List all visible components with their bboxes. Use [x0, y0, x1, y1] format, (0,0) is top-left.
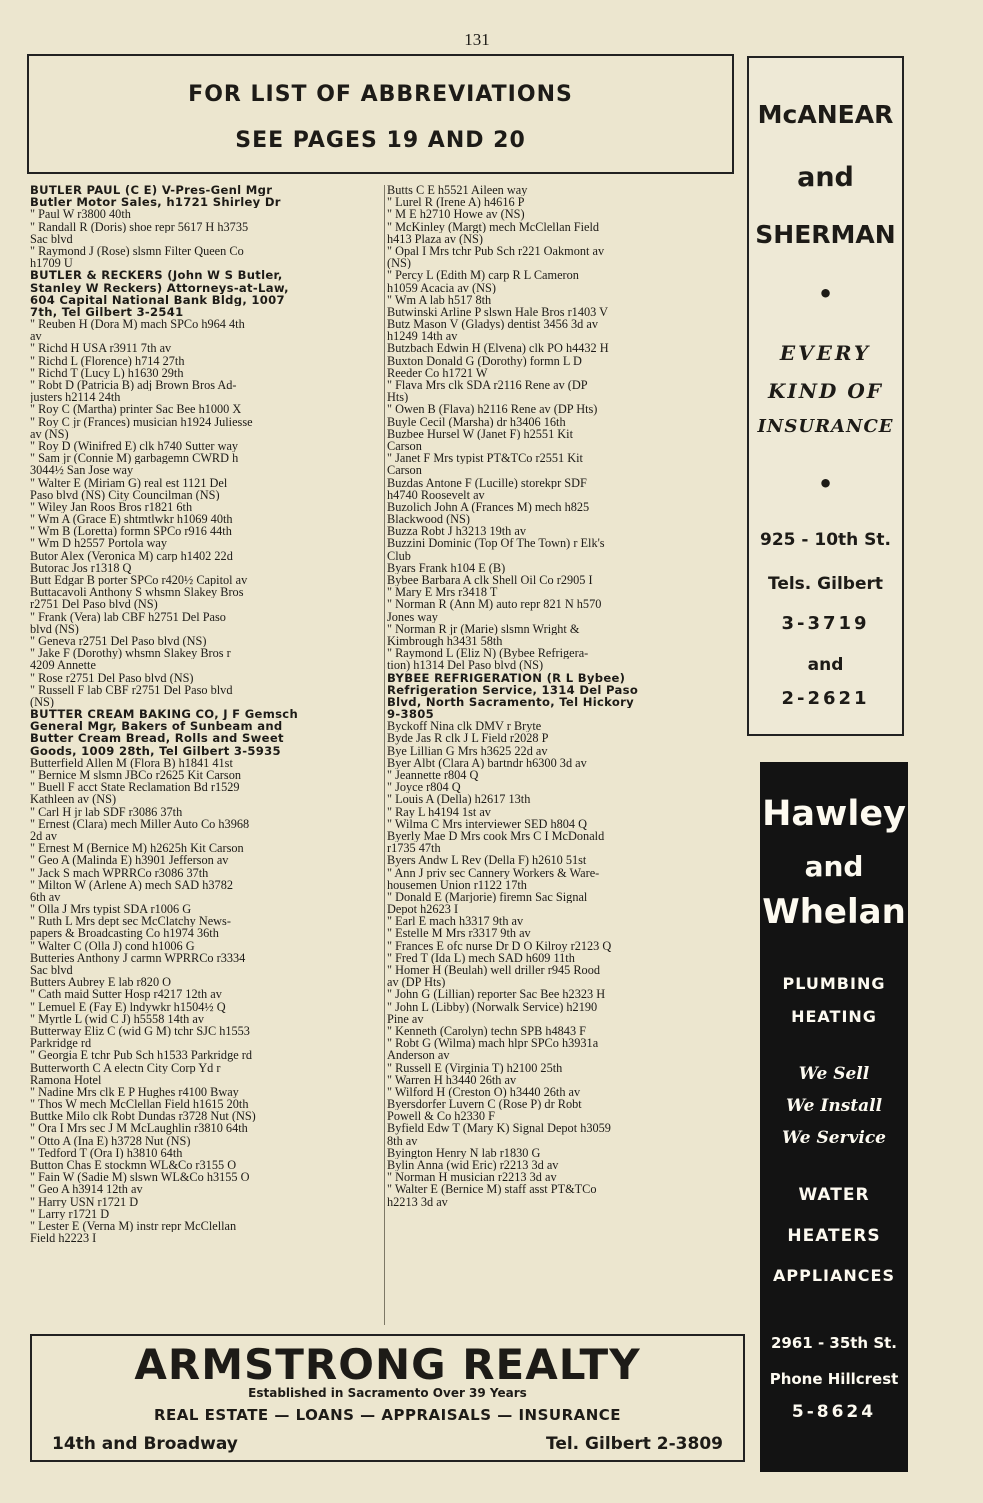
ad-phone-2: 2-2621	[781, 688, 870, 709]
directory-entry-line: " Richd H USA r3911 7th av	[30, 342, 172, 355]
directory-entry-line: Byington Henry N lab r1830 G	[387, 1146, 541, 1159]
bullet-icon: •	[817, 280, 834, 308]
directory-entry-line: Parkridge rd	[30, 1037, 92, 1050]
directory-entry-line: " Richd T (Lucy L) h1630 29th	[30, 366, 184, 379]
directory-entry-line: " Donald E (Marjorie) firemn Sac Signal	[387, 890, 588, 904]
directory-entry-line: 6th av	[30, 890, 61, 904]
ad-plumbing: PLUMBING	[782, 974, 886, 993]
directory-entry-line: Blvd, North Sacramento, Tel Hickory	[387, 695, 634, 709]
bullet-icon: •	[817, 470, 834, 498]
directory-entry-line: Carson	[387, 464, 422, 477]
directory-entry-line: (NS)	[387, 257, 411, 270]
ad-address: 14th and Broadway	[52, 1434, 238, 1454]
directory-entry-line: " Wiley Jan Roos Bros r1821 6th	[30, 500, 193, 514]
directory-entry-line: h2213 3d av	[387, 1195, 448, 1208]
directory-entry-line: " Thos W mech McClellan Field h1615 20th	[30, 1098, 249, 1111]
directory-entry-line: Carson	[387, 439, 422, 453]
directory-entry-line: BYBEE REFRIGERATION (R L Bybee)	[387, 671, 626, 684]
directory-entry-line: Buxton Donald G (Dorothy) formn L D	[387, 354, 582, 367]
directory-entry-line: " Buell F acct State Reclamation Bd r1529	[30, 781, 240, 794]
directory-entry-line: blvd (NS)	[30, 622, 79, 635]
directory-entry-line: 4209 Annette	[30, 659, 96, 672]
directory-entry-line: Field h2223 I	[30, 1232, 97, 1245]
directory-entry-line: Buzza Robt J h3213 19th av	[387, 525, 527, 538]
directory-entry-line: Refrigeration Service, 1314 Del Paso	[387, 683, 639, 696]
ad-name-whelan: Whelan	[762, 892, 906, 932]
directory-entry-line: Buyle Cecil (Marsha) dr h3406 16th	[387, 415, 566, 428]
ad-heaters: HEATERS	[787, 1226, 881, 1246]
directory-entry-line: " Earl E mach h3317 9th av	[387, 915, 524, 928]
directory-entry-line: Depot h2623 I	[387, 903, 459, 916]
directory-entry-line: " Lester E (Verna M) instr repr McClellan	[30, 1219, 237, 1233]
directory-entry-line: Reeder Co h1721 W	[387, 366, 488, 379]
directory-entry-line: Butwinski Arline P slswn Hale Bros r1403 V	[387, 305, 609, 319]
directory-entry-line: Butzbach Edwin H (Elvena) clk PO h4432 H	[387, 342, 609, 355]
directory-entry-line: h1709 U	[30, 257, 73, 270]
ad-we-service: We Service	[782, 1128, 886, 1148]
directory-entry-line: " Jeannette r804 Q	[387, 769, 479, 782]
directory-entry-line: " Warren H h3440 26th av	[387, 1073, 517, 1086]
directory-entry-line: " Otto A (Ina E) h3728 Nut (NS)	[30, 1134, 191, 1147]
directory-entry-line: Blackwood (NS)	[387, 513, 470, 526]
directory-entry-line: av (DP Hts)	[387, 976, 446, 989]
directory-entry-line: Stanley W Reckers) Attorneys-at-Law,	[30, 281, 289, 294]
directory-entry-line: Goods, 1009 28th, Tel Gilbert 3-5935	[30, 744, 281, 757]
directory-entry-line: BUTLER PAUL (C E) V-Pres-Genl Mgr	[30, 184, 273, 197]
directory-entry-line: " Walter C (Olla J) cond h1006 G	[30, 939, 195, 952]
directory-entry-line: Kimbrough h3431 58th	[387, 634, 503, 648]
ad-we-install: We Install	[785, 1096, 883, 1116]
directory-entry-line: " Norman H musician r2213 3d av	[387, 1171, 557, 1184]
directory-entry-line: " Russell E (Virginia T) h2100 25th	[387, 1061, 563, 1074]
directory-entry-line: 7th, Tel Gilbert 3-2541	[30, 305, 184, 319]
directory-entry-line: " Randall R (Doris) shoe repr 5617 H h3735	[30, 220, 249, 233]
directory-entry-line: Buttacavoli Anthony S whsmn Slakey Bros	[30, 586, 244, 599]
abbreviations-line2: SEE PAGES 19 AND 20	[235, 128, 526, 153]
directory-entry-line: Powell & Co h2330 F	[387, 1110, 495, 1123]
directory-entry-line: " Sam jr (Connie M) garbagemn CWRD h	[30, 452, 239, 465]
directory-entry-line: " Rose r2751 Del Paso blvd (NS)	[30, 671, 194, 684]
directory-entry-line: " Tedford T (Ora I) h3810 64th	[30, 1146, 183, 1159]
directory-entry-line: " Frank (Vera) lab CBF h2751 Del Paso	[30, 610, 226, 623]
ad-name-armstrong: ARMSTRONG REALTY	[134, 1340, 641, 1389]
directory-entry-line: " McKinley (Margt) mech McClellan Field	[387, 220, 600, 233]
directory-column-left	[30, 184, 382, 1244]
directory-entry-line: " Harry USN r1721 D	[30, 1195, 139, 1208]
directory-entry-line: " Ruth L Mrs dept sec McClatchy News-	[30, 915, 231, 928]
directory-entry-line: " Russell F lab CBF r2751 Del Paso blvd	[30, 683, 233, 696]
armstrong-realty-ad	[30, 1334, 745, 1462]
directory-entry-line: Buzdas Antone F (Lucille) storekpr SDF	[387, 476, 587, 489]
ad-appliances: APPLIANCES	[773, 1266, 895, 1285]
directory-entry-line: " Raymond J (Rose) slsmn Filter Queen Co	[30, 244, 244, 258]
ad-and: and	[804, 850, 864, 883]
directory-entry-line: " Lurel R (Irene A) h4616 P	[387, 196, 525, 209]
ad-services: REAL ESTATE — LOANS — APPRAISALS — INSURANCE	[153, 1406, 622, 1424]
directory-entry-line: General Mgr, Bakers of Sunbeam and	[30, 720, 283, 733]
directory-entry-line: Byde Jas R clk J L Field r2028 P	[387, 732, 549, 745]
directory-entry-line: housemen Union r1122 17th	[387, 878, 527, 891]
directory-entry-line: r2751 Del Paso blvd (NS)	[30, 598, 158, 611]
directory-entry-line: " John G (Lillian) reporter Sac Bee h2323 H	[387, 988, 606, 1001]
directory-entry-line: " Raymond L (Eliz N) (Bybee Refrigera-	[387, 647, 589, 660]
directory-entry-line: " Percy L (Edith M) carp R L Cameron	[387, 269, 579, 282]
directory-entry-line: Byerly Mae D Mrs cook Mrs C I McDonald	[387, 829, 605, 843]
directory-entry-line: h1059 Acacia av (NS)	[387, 281, 496, 294]
directory-entry-line: " Bernice M slsmn JBCo r2625 Kit Carson	[30, 769, 241, 782]
directory-entry-line: Butterway Eliz C (wid G M) tchr SJC h1553	[30, 1024, 250, 1038]
directory-entry-line: Butters Aubrey E lab r820 O	[30, 976, 172, 989]
directory-entry-line: " Geo A h3914 12th av	[30, 1183, 143, 1196]
directory-entry-line: " Opal I Mrs tchr Pub Sch r221 Oakmont av	[387, 244, 605, 258]
ad-phone-1: 3-3719	[781, 613, 870, 634]
directory-entry-line: " Geneva r2751 Del Paso blvd (NS)	[30, 634, 207, 648]
directory-entry-line: " Richd L (Florence) h714 27th	[30, 354, 185, 367]
directory-entry-line: 3044½ San Jose way	[30, 464, 134, 477]
directory-entry-line: av (NS)	[30, 427, 69, 440]
ad-established: Established in Sacramento Over 39 Years	[248, 1386, 527, 1400]
directory-entry-line: r1735 47th	[387, 842, 441, 855]
ad-heating: HEATING	[791, 1007, 877, 1026]
directory-entry-line: " Roy D (Winifred E) clk h740 Sutter way	[30, 439, 239, 453]
directory-entry-line: " Norman R jr (Marie) slsmn Wright &	[387, 622, 580, 635]
directory-entry-line: " Ann J priv sec Cannery Workers & Ware-	[387, 866, 600, 879]
directory-entry-line: tion) h1314 Del Paso blvd (NS)	[387, 659, 544, 672]
directory-entry-line: " Wm B (Loretta) formn SPCo r916 44th	[30, 525, 232, 538]
directory-entry-line: " Frances E ofc nurse Dr D O Kilroy r2123 Q	[387, 939, 612, 952]
directory-entry-line: Byckoff Nina clk DMV r Bryte	[387, 720, 542, 733]
directory-entry-line: papers & Broadcasting Co h1974 36th	[30, 927, 219, 940]
directory-entry-line: " Olla J Mrs typist SDA r1006 G	[30, 903, 192, 916]
directory-entry-line: " M E h2710 Howe av (NS)	[387, 208, 525, 221]
directory-entry-line: " Robt D (Patricia B) adj Brown Bros Ad-	[30, 379, 237, 392]
directory-entry-line: Byars Frank h104 E (B)	[387, 561, 506, 574]
directory-entry-line: Buzbee Hursel W (Janet F) h2551 Kit	[387, 427, 574, 440]
directory-entry-line: 9-3805	[387, 708, 434, 721]
directory-entry-line: Butt Edgar B porter SPCo r420½ Capitol av	[30, 574, 248, 587]
directory-entry-line: Hts)	[387, 391, 409, 404]
ad-address: 925 - 10th St.	[759, 530, 891, 550]
directory-entry-line: Butor Alex (Veronica M) carp h1402 22d	[30, 549, 233, 562]
abbreviations-notice	[27, 54, 734, 174]
directory-entry-line: h4740 Roosevelt av	[387, 488, 485, 501]
directory-entry-line: Butts C E h5521 Aileen way	[387, 184, 528, 197]
directory-entry-line: 8th av	[387, 1134, 418, 1147]
directory-entry-line: Sac blvd	[30, 964, 73, 977]
directory-entry-line: Butteries Anthony J carmn WPRRCo r3334	[30, 951, 246, 964]
directory-entry-line: Butterworth C A electn City Corp Yd r	[30, 1061, 221, 1074]
directory-entry-line: Jones way	[387, 610, 438, 623]
directory-entry-line: " Ora I Mrs sec J M McLaughlin r3810 64th	[30, 1122, 248, 1135]
mcanear-sherman-ad	[747, 56, 904, 736]
directory-entry-line: " Robt G (Wilma) mach hlpr SPCo h3931a	[387, 1037, 599, 1050]
directory-entry-line: " Milton W (Arlene A) mech SAD h3782	[30, 878, 234, 891]
directory-entry-line: " Walter E (Miriam G) real est 1121 Del	[30, 476, 228, 489]
directory-entry-line: Byers Andw L Rev (Della F) h2610 51st	[387, 854, 587, 867]
ad-phone-label: Phone Hillcrest	[769, 1370, 899, 1388]
ad-and: and	[797, 162, 854, 193]
directory-entry-line: Butter Cream Bread, Rolls and Sweet	[30, 732, 284, 745]
directory-entry-line: Butterfield Allen M (Flora B) h1841 41st	[30, 756, 233, 769]
directory-entry-line: " Homer H (Beulah) well driller r945 Rood	[387, 964, 600, 977]
ad-every: EVERY	[779, 341, 872, 365]
directory-entry-line: " Estelle M Mrs r3317 9th av	[387, 927, 531, 940]
directory-entry-line: " Myrtle L (wid C J) h5558 14th av	[30, 1012, 204, 1025]
abbreviations-line1: FOR LIST OF ABBREVIATIONS	[188, 82, 573, 107]
directory-entry-line: Button Chas E stockmn WL&Co r3155 O	[30, 1159, 237, 1172]
directory-column-right	[387, 184, 747, 1208]
directory-entry-line: " Lemuel E (Fay E) lndywkr h1504½ Q	[30, 1000, 226, 1013]
ad-tel: Tel. Gilbert 2-3809	[545, 1434, 723, 1454]
directory-entry-line: " Carl H jr lab SDF r3086 37th	[30, 805, 183, 818]
directory-entry-line: " Fred T (Ida L) mech SAD h609 11th	[387, 951, 575, 964]
directory-entry-line: " John L (Libby) (Norwalk Service) h2190	[387, 1000, 598, 1013]
directory-entry-line: BUTTER CREAM BAKING CO, J F Gemsch	[30, 708, 299, 721]
directory-entry-line: Sac blvd	[30, 232, 73, 245]
directory-entry-line: " Wm A lab h517 8th	[387, 293, 492, 306]
directory-entry-line: " Cath maid Sutter Hosp r4217 12th av	[30, 988, 222, 1001]
directory-entry-line: " Roy C jr (Frances) musician h1924 Juliesse	[30, 415, 253, 428]
directory-entry-line: " Mary E Mrs r3418 T	[387, 586, 498, 599]
directory-entry-line: Ramona Hotel	[30, 1073, 102, 1086]
ad-name-mcanear: McANEAR	[757, 100, 894, 129]
directory-entry-line: " Joyce r804 Q	[387, 781, 461, 794]
directory-entry-line: " Owen B (Flava) h2116 Rene av (DP Hts)	[387, 403, 598, 416]
ad-address: 2961 - 35th St.	[770, 1334, 898, 1352]
page-number: 131	[464, 30, 490, 49]
directory-entry-line: Bybee Barbara A clk Shell Oil Co r2905 I	[387, 574, 593, 587]
directory-entry-line: 604 Capital National Bank Bldg, 1007	[30, 293, 285, 306]
ad-insurance: INSURANCE	[757, 416, 894, 437]
directory-entry-line: Bye Lillian G Mrs h3625 22d av	[387, 744, 548, 757]
directory-entry-line: " Wm D h2557 Portola way	[30, 537, 167, 550]
directory-entry-line: " Louis A (Della) h2617 13th	[387, 793, 531, 806]
directory-entry-line: " Fain W (Sadie M) slswn WL&Co h3155 O	[30, 1171, 250, 1184]
directory-entry-line: (NS)	[30, 695, 54, 709]
directory-entry-line: Paso blvd (NS) City Councilman (NS)	[30, 488, 220, 501]
directory-entry-line: " Wm A (Grace E) shtmtlwkr h1069 40th	[30, 513, 233, 526]
directory-entry-line: Anderson av	[387, 1049, 450, 1062]
directory-entry-line: 2d av	[30, 829, 57, 843]
ad-water: WATER	[798, 1185, 870, 1205]
directory-entry-line: " Wilford H (Creston O) h3440 26th av	[387, 1085, 581, 1099]
directory-entry-line: Kathleen av (NS)	[30, 793, 117, 806]
column-divider	[384, 185, 385, 1325]
directory-entry-line: Butz Mason V (Gladys) dentist 3456 3d av	[387, 318, 598, 331]
directory-entry-line: Buzolich John A (Frances M) mech h825	[387, 500, 590, 514]
directory-entry-line: " Jack S mach WPRRCo r3086 37th	[30, 866, 209, 879]
directory-entry-line: Butorac Jos r1318 Q	[30, 561, 132, 574]
hawley-whelan-ad	[760, 762, 908, 1472]
ad-we-sell: We Sell	[798, 1064, 870, 1084]
directory-entry-line: " Wilma C Mrs interviewer SED h804 Q	[387, 817, 587, 830]
directory-entry-line: Byersdorfer Luvern C (Rose P) dr Robt	[387, 1098, 582, 1111]
directory-entry-line: " Janet F Mrs typist PT&TCo r2551 Kit	[387, 452, 583, 465]
directory-entry-line: Buttke Milo clk Robt Dundas r3728 Nut (NS)	[30, 1110, 256, 1123]
directory-entry-line: " Geo A (Malinda E) h3901 Jefferson av	[30, 854, 229, 867]
directory-entry-line: " Roy C (Martha) printer Sac Bee h1000 X	[30, 403, 242, 416]
directory-entry-line: av	[30, 330, 42, 343]
directory-entry-line: Byfield Edw T (Mary K) Signal Depot h3059	[387, 1122, 611, 1135]
directory-entry-line: " Jake F (Dorothy) whsmn Slakey Bros r	[30, 647, 231, 660]
directory-entry-line: h413 Plaza av (NS)	[387, 232, 483, 245]
ad-name-hawley: Hawley	[762, 794, 906, 834]
directory-entry-line: " Ernest (Clara) mech Miller Auto Co h3968	[30, 817, 250, 830]
directory-entry-line: " Nadine Mrs clk E P Hughes r4100 Bway	[30, 1085, 239, 1099]
directory-entry-line: " Walter E (Bernice M) staff asst PT&TCo	[387, 1183, 597, 1196]
directory-entry-line: " Paul W r3800 40th	[30, 208, 131, 221]
directory-entry-line: " Reuben H (Dora M) mach SPCo h964 4th	[30, 318, 245, 331]
directory-entry-line: " Ray L h4194 1st av	[387, 805, 491, 818]
ad-phone: 5-8624	[791, 1402, 877, 1422]
directory-entry-line: " Larry r1721 D	[30, 1207, 110, 1220]
ad-and-2: and	[807, 655, 844, 675]
directory-entry-line: Pine av	[387, 1012, 424, 1025]
ad-kind-of: KIND OF	[768, 379, 883, 403]
directory-entry-line: Buzzini Dominic (Top Of The Town) r Elk's	[387, 537, 605, 550]
directory-entry-line: " Ernest M (Bernice M) h2625h Kit Carson	[30, 842, 244, 855]
directory-entry-line: Byer Albt (Clara A) bartndr h6300 3d av	[387, 756, 587, 769]
directory-entry-line: h1249 14th av	[387, 330, 458, 343]
directory-entry-line: Bylin Anna (wid Eric) r2213 3d av	[387, 1159, 559, 1172]
ad-name-sherman: SHERMAN	[755, 220, 896, 249]
directory-entry-line: Butler Motor Sales, h1721 Shirley Dr	[30, 196, 281, 209]
directory-entry-line: Club	[387, 549, 411, 562]
directory-entry-line: " Kenneth (Carolyn) techn SPB h4843 F	[387, 1024, 587, 1038]
directory-entry-line: " Georgia E tchr Pub Sch h1533 Parkridge rd	[30, 1049, 252, 1062]
ad-tels-label: Tels. Gilbert	[767, 574, 883, 594]
directory-entry-line: " Norman R (Ann M) auto repr 821 N h570	[387, 598, 602, 611]
directory-entry-line: justers h2114 24th	[30, 391, 121, 404]
directory-entry-line: BUTLER & RECKERS (John W S Butler,	[30, 269, 283, 282]
directory-entry-line: " Flava Mrs clk SDA r2116 Rene av (DP	[387, 379, 588, 392]
